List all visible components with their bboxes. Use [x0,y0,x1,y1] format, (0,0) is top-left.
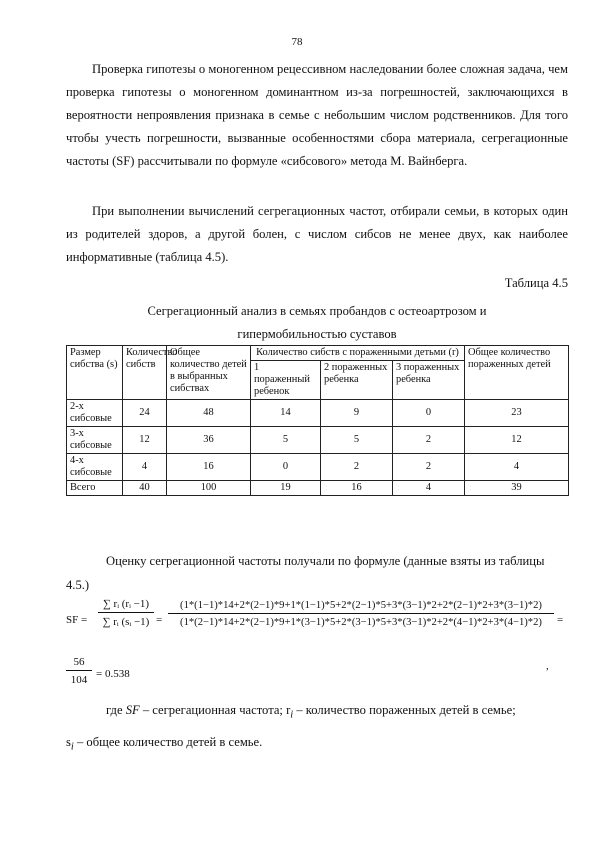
formula-general-numerator: ∑ rᵢ (rᵢ −1) [98,598,154,613]
cell-affected: 12 [465,427,569,454]
formula-sf-label: SF = [66,614,88,626]
formula-legend [66,697,568,760]
header-three-affected: 3 пораженных ребенка [393,361,465,400]
legend-line1: где SF – сегрегационная частота; $r_i$ – количество пораженных детей в семье; [106,703,516,721]
cell-r2: 5 [321,427,393,454]
cell-r3: 2 [393,427,465,454]
cell-r1: 0 [251,454,321,481]
cell-size: 3-х сибсовые [67,427,123,454]
header-affected-group: Количество сибств с пораженными детьми (r) [251,346,465,361]
table-row-total [67,481,569,496]
equals-sign: = [557,614,564,626]
formula-result-fraction [66,656,92,686]
formula-result-denominator: 104 [70,674,88,686]
cell-r3: 4 [393,481,465,496]
table-row [67,454,569,481]
formula-general-fraction [98,598,154,628]
paragraph-weinberg-method [66,58,568,173]
cell-r2: 16 [321,481,393,496]
cell-r3: 2 [393,454,465,481]
header-total-children: Общее количество детей в выбранных сибствах [167,346,251,400]
table-label: Таблица 4.5 [504,276,568,290]
cell-affected: 23 [465,400,569,427]
equals-sign: = [156,614,163,626]
cell-total: 16 [167,454,251,481]
cell-size: 2-х сибсовые [67,400,123,427]
header-total-affected: Общее количество пораженных детей [465,346,569,400]
cell-r2: 2 [321,454,393,481]
cell-count: 24 [123,400,167,427]
page-number: 78 [291,36,303,48]
formula-comma: , [546,660,549,672]
formula-result-numerator: 56 [66,656,92,671]
cell-total: 36 [167,427,251,454]
cell-r1: 5 [251,427,321,454]
cell-size: 4-х сибсовые [67,454,123,481]
table-title [66,300,568,346]
cell-count: 4 [123,454,167,481]
legend-line2: $s_i$ – общее количество детей в семье. [66,734,263,753]
paragraph-family-selection [66,200,568,269]
header-count: Количество сибств [123,346,167,400]
header-size: Размер сибства (s) [67,346,123,400]
table-row [67,400,569,427]
header-one-affected: 1 пораженный ребенок [251,361,321,400]
cell-count: 40 [123,481,167,496]
cell-r3: 0 [393,400,465,427]
paragraph1-text: Проверка гипотезы о моногенном рецессивном наследовании более сложная задача, чем проверка гипотезы о моногенном доминантном из-за погрешностей, заключающихся в вероятности непроявления признака в семье с небольшим числом родственников. Для того чтобы учесть погрешности, вызванные особенностями сбора материала, сегрегационные частоты (SF) рассчитывали по формуле «сибсового» метода М. Вайнберга. [66,62,568,168]
cell-size: Всего [67,481,123,496]
segregation-table [66,345,569,496]
table-row [67,427,569,454]
paragraph2-text: При выполнении вычислений сегрегационных частот, отбирали семьи, в которых один из родителей здоров, а другой болен, с числом сибсов не менее двух, как наиболее информативные (таблица 4.5). [66,204,568,264]
cell-count: 12 [123,427,167,454]
formula-expanded-numerator: (1*(1−1)*14+2*(2−1)*9+1*(1−1)*5+2*(2−1)*5+3*(3−1)*2+2*(2−1)*2+3*(3−1)*2) [168,600,554,614]
header-two-affected: 2 пораженных ребенка [321,361,393,400]
table-title-line2: гипермобильностью суставов [237,327,397,341]
cell-affected: 4 [465,454,569,481]
formula-result-value: = 0.538 [96,668,130,680]
cell-r1: 19 [251,481,321,496]
table-header-row [67,346,569,361]
formula-expanded-denominator: (1*(2−1)*14+2*(2−1)*9+1*(3−1)*5+2*(3−1)*5+3*(3−1)*2+2*(4−1)*2+3*(4−1)*2) [180,617,542,628]
cell-r2: 9 [321,400,393,427]
table-title-line1: Сегрегационный анализ в семьях пробандов с остеоартрозом и [147,304,487,318]
formula-expanded-fraction [168,600,554,628]
formula-intro: Оценку сегрегационной частоты получали по формуле (данные взяты из таблицы 4.5.) [66,554,545,592]
legend-sf-symbol: SF [125,703,140,717]
cell-total: 48 [167,400,251,427]
formula-general-denominator: ∑ rᵢ (sᵢ −1) [102,616,150,628]
cell-affected: 39 [465,481,569,496]
cell-total: 100 [167,481,251,496]
cell-r1: 14 [251,400,321,427]
